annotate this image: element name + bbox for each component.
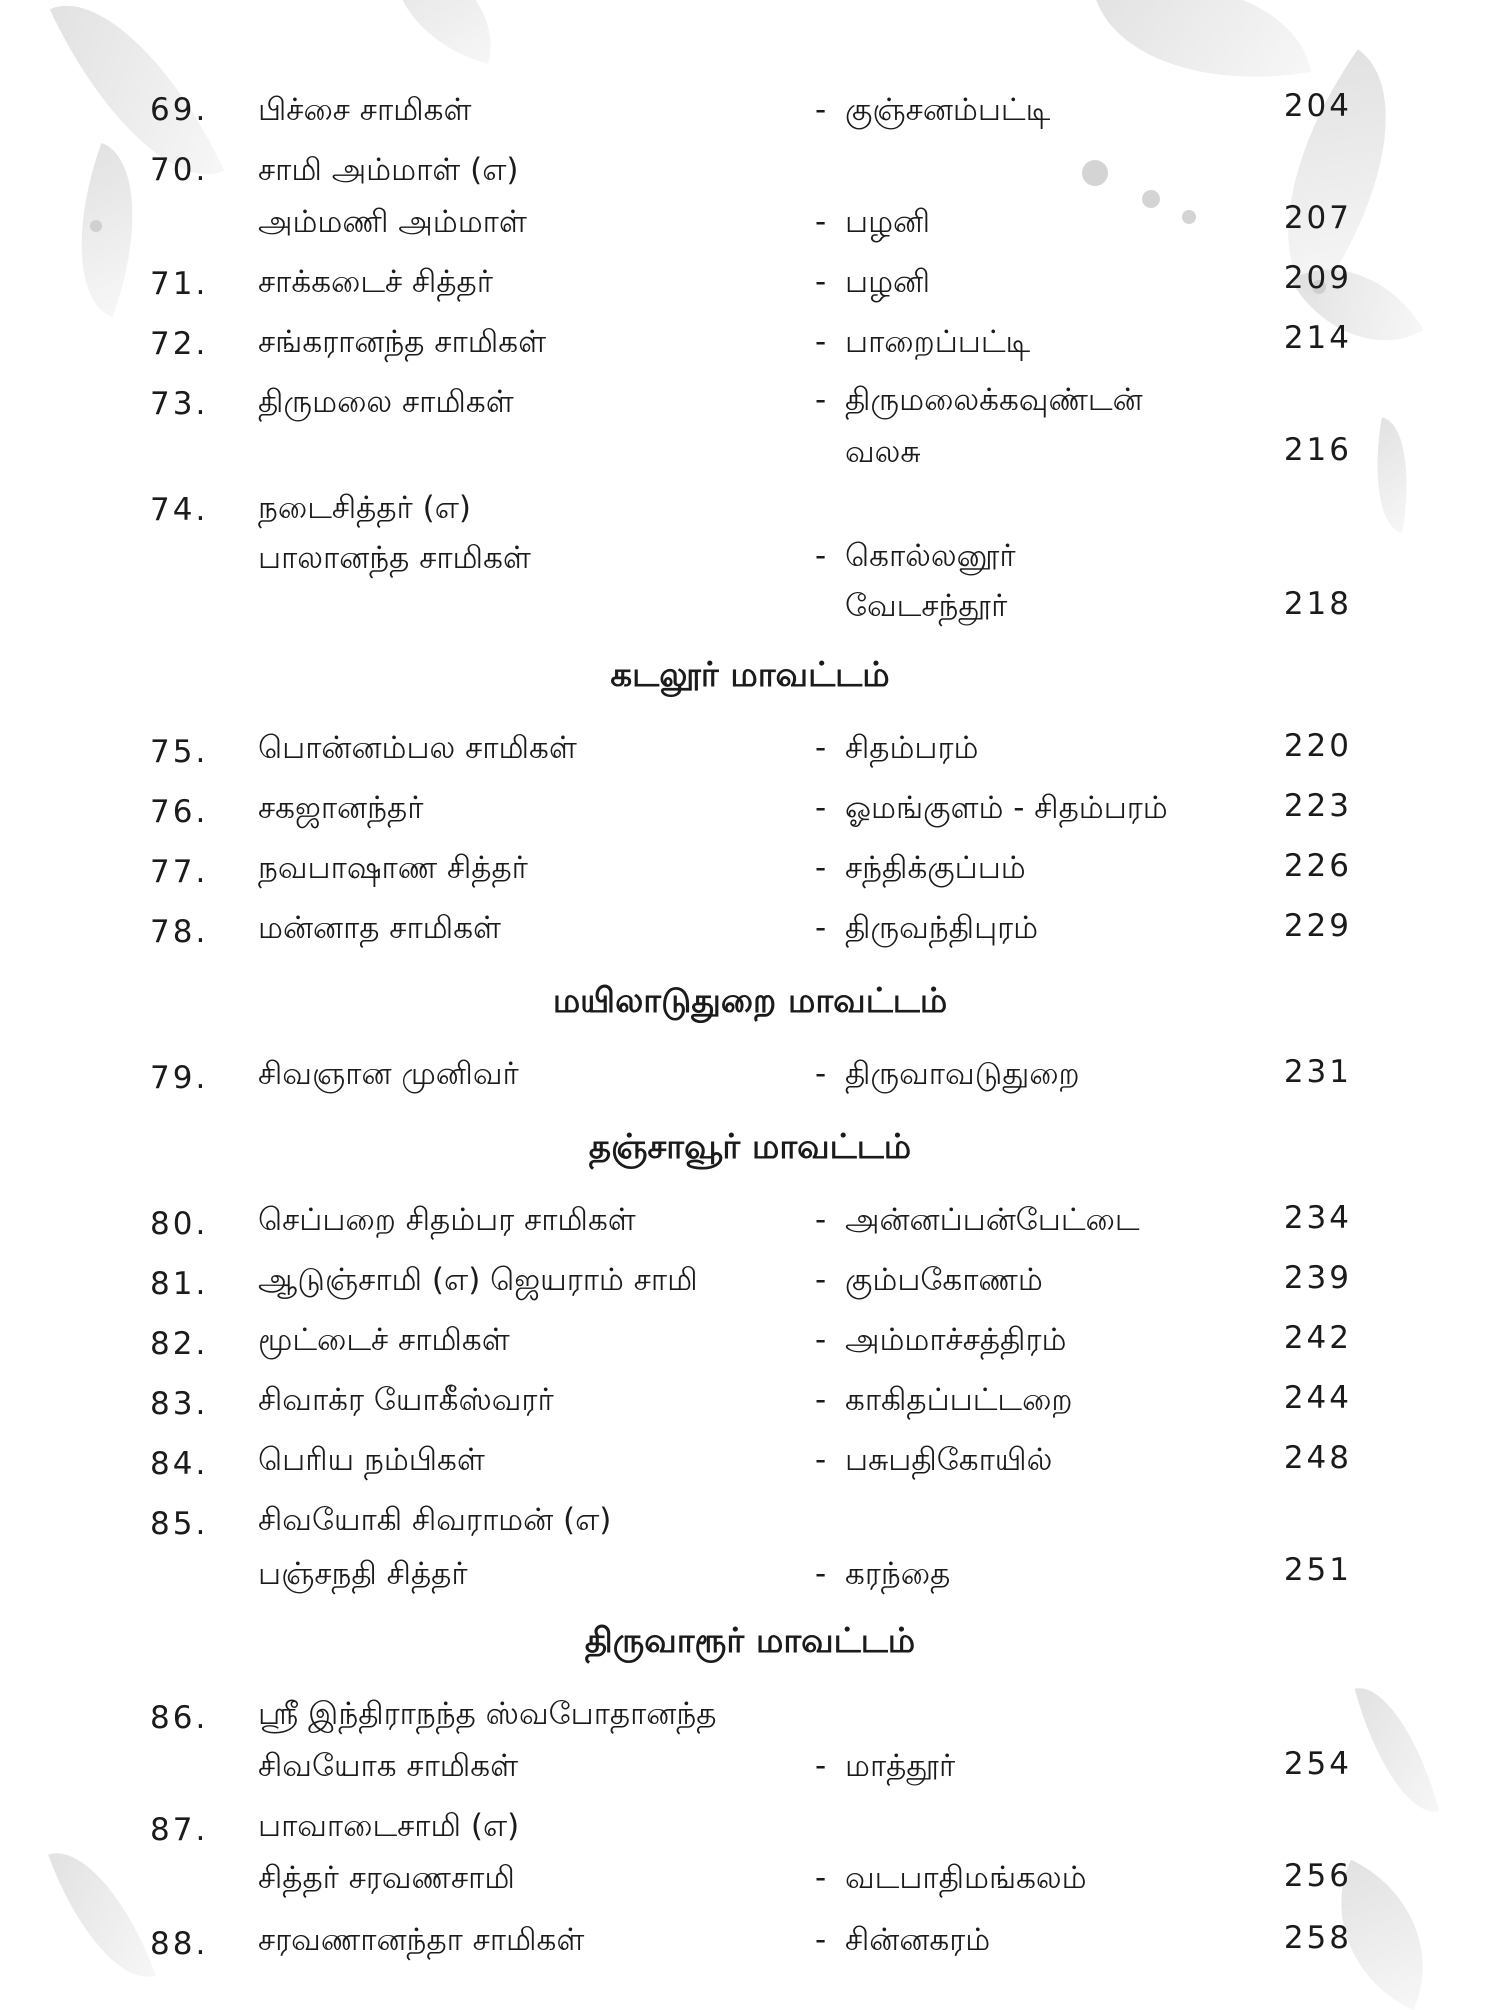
- entry-name: மன்னாத சாமிகள்: [258, 910, 501, 946]
- entry-name: சிவயோகி சிவராமன் (எ): [258, 1502, 612, 1538]
- entry-name-continued: சித்தர் சரவணசாமி: [258, 1860, 515, 1896]
- entry-separator: -: [815, 264, 827, 300]
- entry-place: திருமலைக்கவுண்டன்: [845, 382, 1143, 418]
- entry-number: 84.: [150, 1446, 209, 1482]
- entry-name: சரவணானந்தா சாமிகள்: [258, 1922, 585, 1958]
- entry-number: 71.: [150, 266, 209, 302]
- entry-name: பாவாடைசாமி (எ): [258, 1808, 520, 1844]
- entry-place: திருவாவடுதுறை: [845, 1056, 1080, 1092]
- entry-number: 73.: [150, 386, 209, 422]
- entry-place: அம்மாச்சத்திரம்: [845, 1322, 1067, 1358]
- entry-place: பசுபதிகோயில்: [845, 1442, 1053, 1478]
- entry-number: 72.: [150, 326, 209, 362]
- entry-place: சின்னகரம்: [845, 1922, 991, 1958]
- entry-separator: -: [815, 382, 827, 418]
- entry-place: சிதம்பரம்: [845, 730, 979, 766]
- entry-separator: -: [815, 538, 827, 574]
- entry-page: 218: [1283, 586, 1352, 622]
- entry-page: 234: [1283, 1200, 1352, 1236]
- entry-place-continued: வேடசந்தூர்: [845, 588, 1008, 624]
- entry-page: 251: [1283, 1552, 1352, 1588]
- entry-place: கொல்லனூர்: [845, 538, 1016, 574]
- entry-place: சந்திக்குப்பம்: [845, 850, 1026, 886]
- district-heading: கடலூர் மாவட்டம்: [610, 655, 890, 695]
- entry-page: 258: [1283, 1920, 1352, 1956]
- dot-decoration: [1082, 160, 1108, 186]
- entry-separator: -: [815, 1556, 827, 1592]
- entry-number: 69.: [150, 92, 209, 128]
- entry-name-continued: அம்மணி அம்மாள்: [258, 204, 527, 240]
- leaf-decoration: [1363, 417, 1421, 532]
- entry-separator: -: [815, 1382, 827, 1418]
- entry-page: 216: [1283, 432, 1352, 468]
- entry-number: 88.: [150, 1926, 209, 1962]
- entry-page: 254: [1283, 1746, 1352, 1782]
- entry-number: 75.: [150, 734, 209, 770]
- entry-separator: -: [815, 1262, 827, 1298]
- entry-page: 239: [1283, 1260, 1352, 1296]
- entry-name: சகஜானந்தர்: [258, 790, 424, 826]
- entry-number: 70.: [150, 152, 209, 188]
- entry-separator: -: [815, 324, 827, 360]
- entry-page: 242: [1283, 1320, 1352, 1356]
- entry-page: 229: [1283, 908, 1352, 944]
- entry-separator: -: [815, 92, 827, 128]
- entry-separator: -: [815, 1056, 827, 1092]
- entry-number: 86.: [150, 1700, 209, 1736]
- entry-place: அன்னப்பன்பேட்டை: [845, 1202, 1140, 1238]
- entry-place: மாத்தூர்: [845, 1748, 956, 1784]
- entry-name: பிச்சை சாமிகள்: [258, 92, 472, 128]
- entry-number: 81.: [150, 1266, 209, 1302]
- entry-page: 248: [1283, 1440, 1352, 1476]
- entry-name: சிவாக்ர யோகீஸ்வரர்: [258, 1382, 554, 1418]
- entry-name: நடைசித்தர் (எ): [258, 490, 471, 526]
- entry-separator: -: [815, 1442, 827, 1478]
- entry-page: 220: [1283, 728, 1352, 764]
- dot-decoration: [1142, 190, 1160, 208]
- district-heading: திருவாரூர் மாவட்டம்: [584, 1621, 916, 1661]
- entry-name: நவபாஷாண சித்தர்: [258, 850, 528, 886]
- entry-place: காகிதப்பட்டறை: [845, 1382, 1073, 1418]
- entry-number: 85.: [150, 1506, 209, 1542]
- entry-name-continued: பாலானந்த சாமிகள்: [258, 540, 531, 576]
- entry-page: 231: [1283, 1054, 1352, 1090]
- entry-page: 214: [1283, 320, 1352, 356]
- entry-name: ஆடுஞ்சாமி (எ) ஜெயராம் சாமி: [258, 1262, 698, 1298]
- entry-name: சாக்கடைச் சித்தர்: [258, 264, 493, 300]
- entry-name: பெரிய நம்பிகள்: [258, 1442, 485, 1478]
- entry-page: 256: [1283, 1858, 1352, 1894]
- entry-page: 226: [1283, 848, 1352, 884]
- entry-place: குஞ்சனம்பட்டி: [845, 92, 1051, 128]
- entry-page: 223: [1283, 788, 1352, 824]
- entry-separator: -: [815, 850, 827, 886]
- entry-page: 207: [1283, 200, 1352, 236]
- entry-place: பழனி: [845, 264, 931, 300]
- entry-name: சிவஞான முனிவர்: [258, 1056, 519, 1092]
- entry-name-continued: சிவயோக சாமிகள்: [258, 1748, 519, 1784]
- entry-page: 209: [1283, 260, 1352, 296]
- entry-number: 78.: [150, 914, 209, 950]
- entry-separator: -: [815, 1322, 827, 1358]
- entry-place: பழனி: [845, 204, 931, 240]
- entry-number: 82.: [150, 1326, 209, 1362]
- entry-place: கும்பகோணம்: [845, 1262, 1043, 1298]
- entry-name: சங்கரானந்த சாமிகள்: [258, 324, 547, 360]
- entry-place-continued: வலசு: [845, 434, 921, 470]
- dot-decoration: [1182, 210, 1196, 224]
- entry-place: பாறைப்பட்டி: [845, 324, 1031, 360]
- entry-number: 87.: [150, 1812, 209, 1848]
- entry-place: கரந்தை: [845, 1556, 951, 1592]
- entry-name-continued: பஞ்சநதி சித்தர்: [258, 1556, 468, 1592]
- entry-separator: -: [815, 1202, 827, 1238]
- entry-name: திருமலை சாமிகள்: [258, 384, 514, 420]
- entry-name: பொன்னம்பல சாமிகள்: [258, 730, 577, 766]
- entry-number: 76.: [150, 794, 209, 830]
- entry-name: சாமி அம்மாள் (எ): [258, 152, 519, 188]
- entry-place: ஓமங்குளம் - சிதம்பரம்: [845, 790, 1168, 826]
- entry-page: 244: [1283, 1380, 1352, 1416]
- entry-number: 83.: [150, 1386, 209, 1422]
- entry-place: திருவந்திபுரம்: [845, 910, 1039, 946]
- entry-separator: -: [815, 1748, 827, 1784]
- entry-name: மூட்டைச் சாமிகள்: [258, 1322, 510, 1358]
- entry-separator: -: [815, 730, 827, 766]
- entry-number: 80.: [150, 1206, 209, 1242]
- entry-number: 77.: [150, 854, 209, 890]
- entry-separator: -: [815, 204, 827, 240]
- district-heading: மயிலாடுதுறை மாவட்டம்: [552, 981, 948, 1021]
- leaf-decoration: [372, 0, 511, 64]
- entry-number: 74.: [150, 492, 209, 528]
- leaf-decoration: [1093, 0, 1311, 106]
- leaf-decoration: [48, 1834, 156, 1995]
- entry-separator: -: [815, 1860, 827, 1896]
- entry-name: செப்பறை சிதம்பர சாமிகள்: [258, 1202, 636, 1238]
- dot-decoration: [90, 220, 102, 232]
- entry-place: வடபாதிமங்கலம்: [845, 1860, 1087, 1896]
- entry-number: 79.: [150, 1060, 209, 1096]
- entry-separator: -: [815, 1922, 827, 1958]
- entry-separator: -: [815, 790, 827, 826]
- entry-separator: -: [815, 910, 827, 946]
- entry-page: 204: [1283, 88, 1352, 124]
- leaf-decoration: [1355, 1676, 1440, 1824]
- entry-name: ஸ்ரீ இந்திராநந்த ஸ்வபோதானந்த: [258, 1696, 717, 1732]
- district-heading: தஞ்சாவூர் மாவட்டம்: [588, 1127, 912, 1167]
